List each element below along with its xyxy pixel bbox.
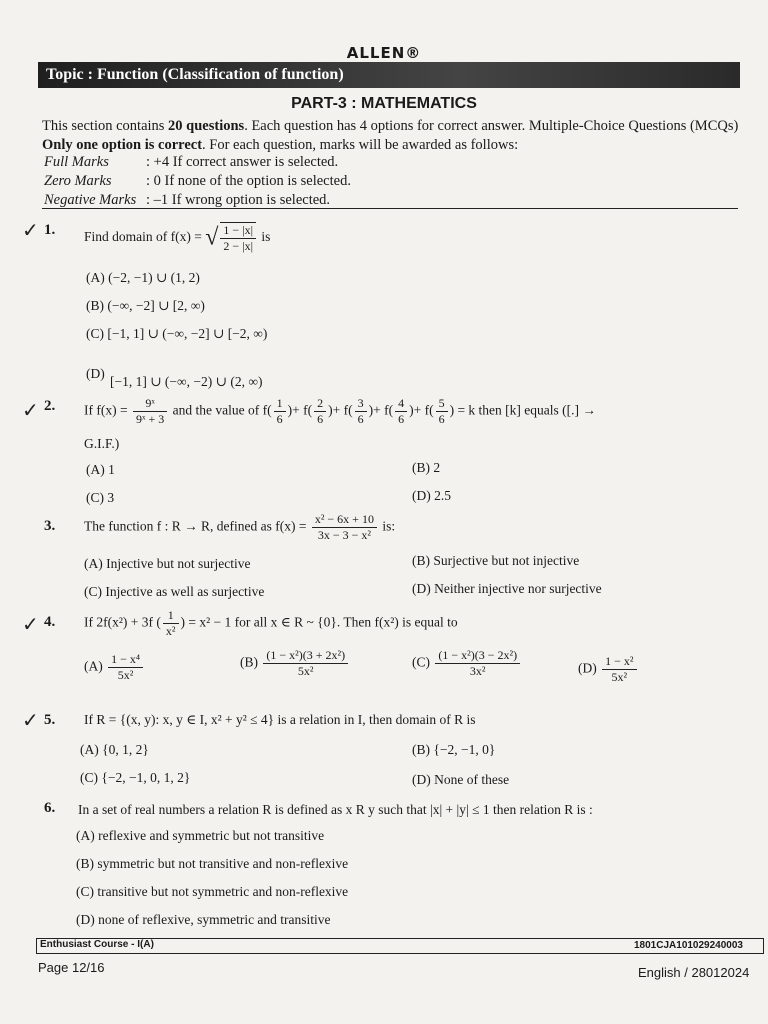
check-mark-icon: ✓ [22, 612, 39, 636]
question-number: 5. [44, 712, 56, 728]
question-1-stem: Find domain of f(x) = √ $\frac{1 - |x|}{2 - |x|}$ is [84, 223, 271, 253]
marks-zero: Zero Marks : 0 If none of the option is selected. [44, 173, 351, 189]
question-3-stem: The function f : R → R, defined as f(x) = $\frac{\text{x² − 6x + 10}}{\text{3x − 3 − x²}}$ is: [84, 512, 396, 542]
option-d-label: (D) [86, 366, 105, 381]
option[interactable]: (D) 2.5 [412, 488, 451, 503]
option[interactable]: (A) {0, 1, 2} [80, 742, 149, 757]
option[interactable]: (B) 2 [412, 460, 441, 475]
option[interactable]: (B) {−2, −1, 0} [412, 742, 496, 757]
option[interactable]: (C) $\frac{\text{(1 − x²)(3 − 2x²)}}{\text{3x²}}$ [412, 648, 522, 679]
option[interactable]: (D) $\frac{\text{1 − x²}}{\text{5x²}}$ [578, 654, 639, 685]
paper-code: 1801CJA101029240003 [634, 940, 743, 951]
marks-full: Full Marks : +4 If correct answer is selected. [44, 154, 339, 170]
option[interactable]: (D) Neither injective nor surjective [412, 581, 602, 596]
topic-title: Topic : Function (Classification of function) [46, 66, 344, 83]
option[interactable]: (A) 1 [86, 462, 115, 477]
topic-banner [38, 62, 740, 88]
question-number: 2. [44, 398, 56, 414]
option[interactable]: (C) {−2, −1, 0, 1, 2} [80, 770, 191, 785]
marks-negative: Negative Marks : –1 If wrong option is selected. [44, 192, 331, 208]
option[interactable]: (C) transitive but not symmetric and non-reflexive [76, 884, 349, 899]
option[interactable]: (B) (−∞, −2] ∪ [2, ∞) [86, 298, 205, 313]
question-number: 4. [44, 614, 56, 630]
question-2-stem: If f(x) = $\frac{\text{9ˣ}}{\text{9ˣ + 3}}$ and the value of f( $\frac{1}{6}$ )+ f( $\frac{2}{6}$ )+ f( $\frac{3}{6}$ )+ f( $\frac{4}{6}$ )+ f( $\frac{5}{6}$ ) = k then [k] equals ([.] → [84, 396, 596, 426]
intro-text: . Each question has 4 options for correct answer. Multiple-Choice Questions (MCQs) [244, 118, 739, 134]
course-name: Enthusiast Course - I(A) [40, 939, 154, 950]
section-instructions [42, 117, 742, 155]
option[interactable]: (B) Surjective but not injective [412, 553, 580, 568]
option[interactable]: (B) $\frac{\text{(1 − x²)(3 + 2x²)}}{\text{5x²}}$ [240, 648, 350, 679]
option[interactable]: (C) [−1, 1] ∪ (−∞, −2] ∪ [−2, ∞) [86, 326, 268, 341]
question-2-stem-cont: G.I.F.) [84, 436, 120, 451]
option[interactable]: (A) reflexive and symmetric but not transitive [76, 828, 325, 843]
question-number: 6. [44, 800, 56, 816]
option[interactable]: (A) Injective but not surjective [84, 556, 251, 571]
brand-logo: ALLEN® [346, 44, 422, 62]
intro-emphasis: Only one option is correct [42, 137, 203, 153]
option[interactable]: (C) 3 [86, 490, 115, 505]
option[interactable]: (C) Injective as well as surjective [84, 584, 265, 599]
option[interactable]: (B) symmetric but not transitive and non-reflexive [76, 856, 349, 871]
question-6-stem: In a set of real numbers a relation R is defined as x R y such that |x| + |y| ≤ 1 then relation R is : [78, 802, 593, 817]
option[interactable]: (A) $\frac{\text{1 − x⁴}}{\text{5x²}}$ [84, 652, 145, 683]
check-mark-icon: ✓ [22, 218, 39, 242]
option[interactable]: [−1, 1] ∪ (−∞, −2) ∪ (2, ∞) [110, 374, 263, 389]
intro-count: 20 questions [168, 118, 245, 134]
language-date: English / 28012024 [638, 965, 750, 980]
option[interactable]: (D) None of these [412, 772, 510, 787]
question-4-stem: If 2f(x²) + 3f ( $\frac{1}{\text{x²}}$ ) = x² − 1 for all x ∈ R ~ {0}. Then f(x²) is equal to [84, 608, 458, 638]
page-number: Page 12/16 [38, 960, 105, 975]
option[interactable]: (A) (−2, −1) ∪ (1, 2) [86, 270, 200, 285]
intro-text: This section contains [42, 118, 169, 134]
divider [42, 208, 738, 209]
option[interactable]: (D) none of reflexive, symmetric and transitive [76, 912, 331, 927]
question-5-stem: If R = {(x, y): x, y ∈ I, x² + y² ≤ 4} is a relation in I, then domain of R is [84, 712, 476, 727]
question-number: 1. [44, 222, 56, 238]
check-mark-icon: ✓ [22, 398, 39, 422]
intro-text: . For each question, marks will be awarded as follows: [202, 137, 519, 153]
part-title: PART-3 : MATHEMATICS [291, 95, 477, 112]
question-number: 3. [44, 518, 56, 534]
check-mark-icon: ✓ [22, 708, 39, 732]
